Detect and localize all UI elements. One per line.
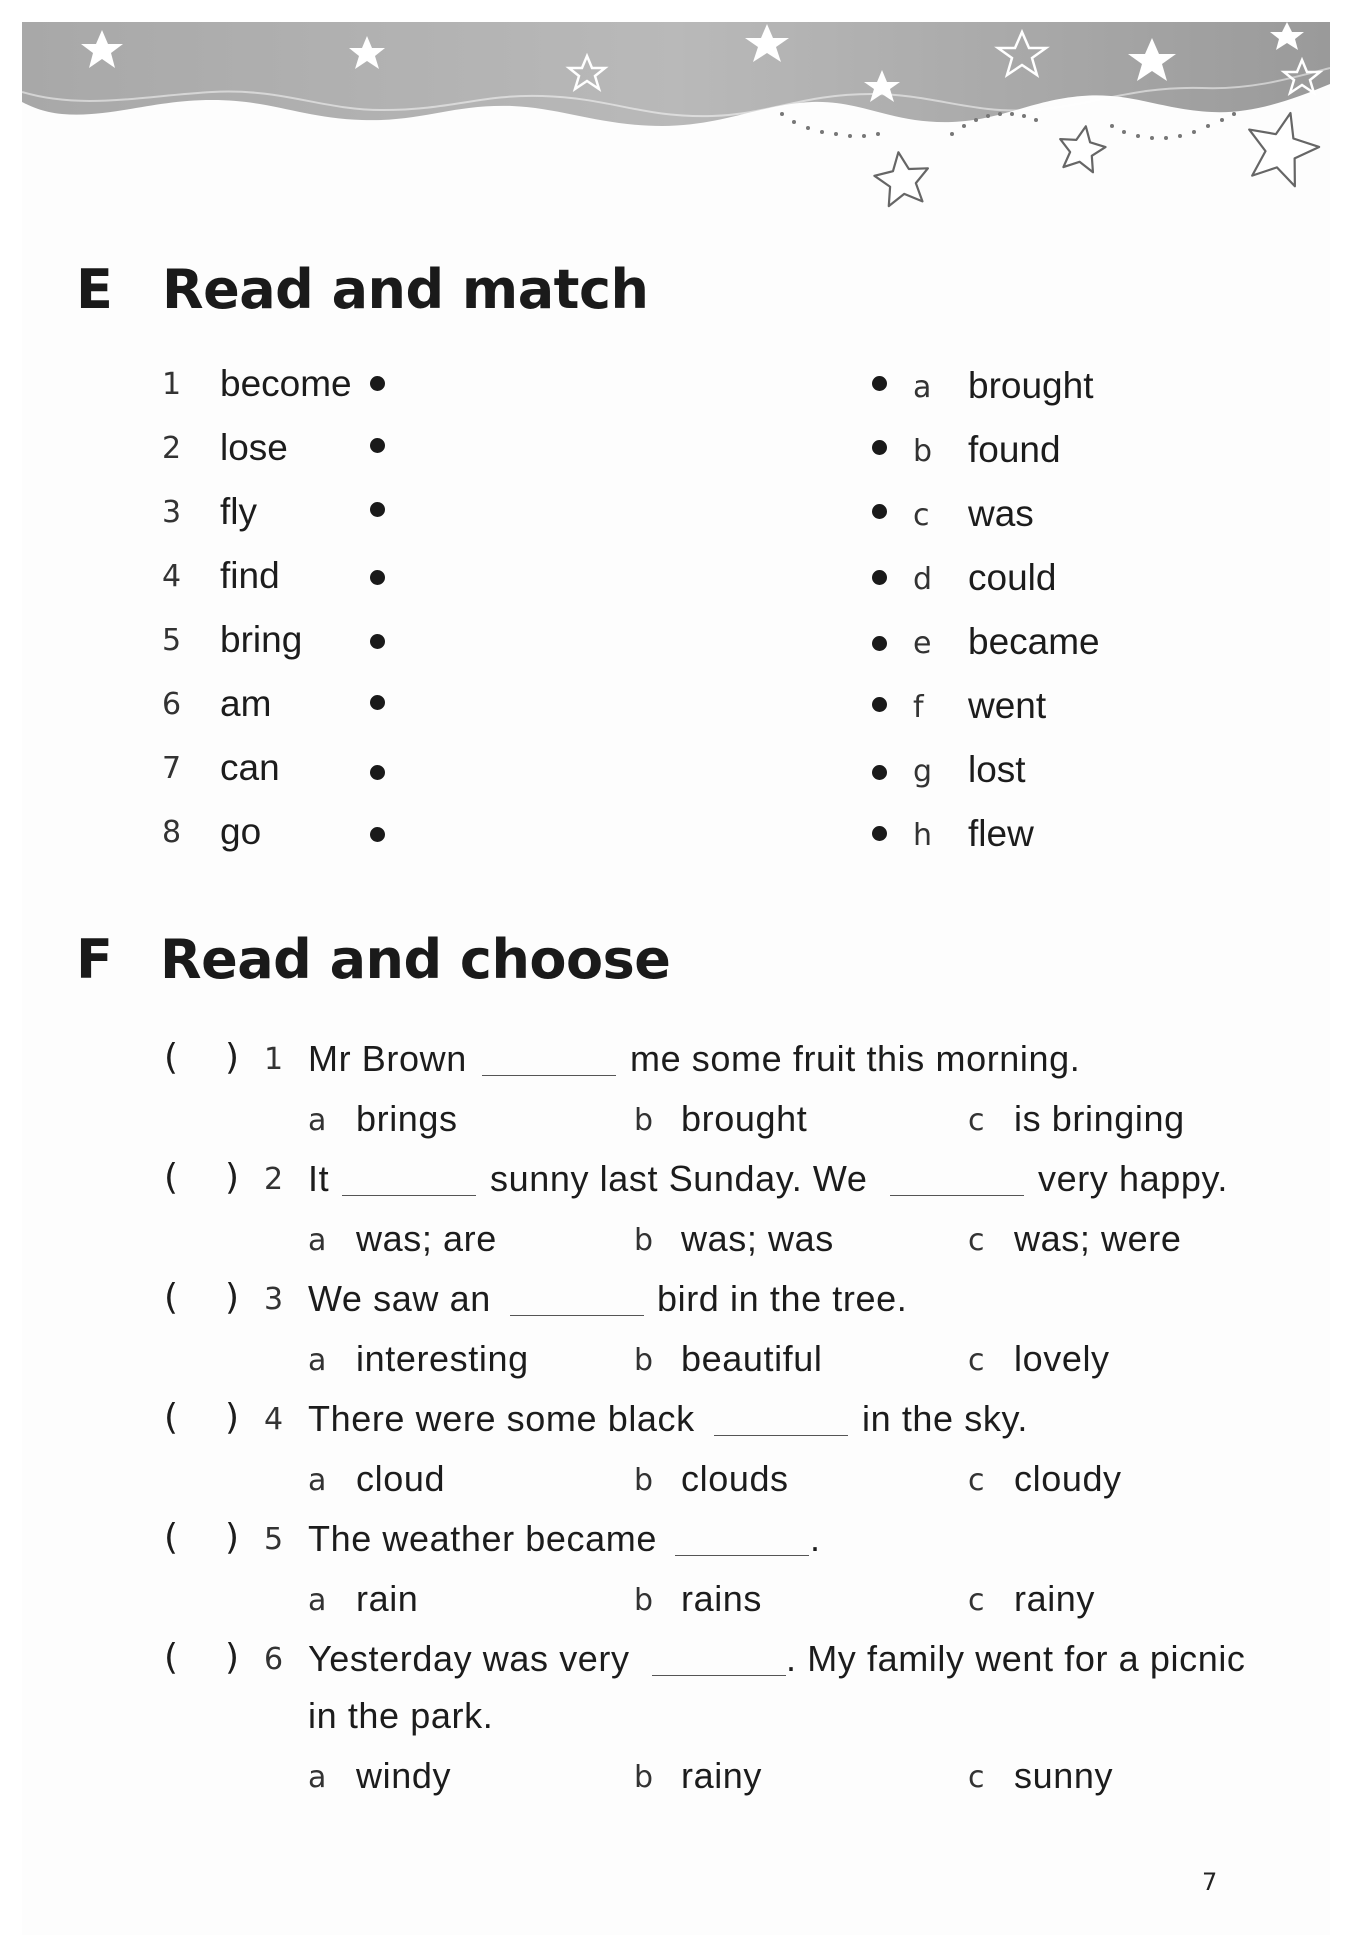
match-left-dot[interactable]: [370, 695, 385, 710]
match-left-word: bring: [220, 619, 303, 660]
answer-blank[interactable]: [652, 1675, 786, 1676]
match-right-word: flew: [968, 813, 1034, 854]
answer-paren-close[interactable]: ): [225, 1397, 240, 1438]
match-right-word: lost: [968, 749, 1026, 790]
match-right-letter: f: [913, 690, 924, 725]
option-letter: b: [634, 1343, 654, 1378]
option-text[interactable]: windy: [356, 1755, 452, 1796]
answer-paren-open[interactable]: (: [164, 1517, 179, 1558]
option-letter: c: [968, 1343, 985, 1378]
answer-paren-open[interactable]: (: [164, 1277, 179, 1318]
match-left-dot[interactable]: [370, 438, 385, 453]
option-text[interactable]: was; are: [356, 1218, 497, 1259]
match-right-letter: a: [913, 370, 932, 405]
question-text: very happy.: [1038, 1158, 1229, 1199]
option-text[interactable]: interesting: [356, 1338, 529, 1379]
answer-paren-open[interactable]: (: [164, 1397, 179, 1438]
answer-paren-open[interactable]: (: [164, 1037, 179, 1078]
option-text[interactable]: rainy: [1014, 1578, 1096, 1619]
match-right-dot[interactable]: [872, 636, 887, 651]
star-outline-icon: [872, 148, 933, 207]
section-f-title: Read and choose: [160, 928, 671, 991]
option-letter: b: [634, 1583, 654, 1618]
option-letter: c: [968, 1223, 985, 1258]
option-text[interactable]: was; was: [681, 1218, 834, 1259]
option-text[interactable]: cloud: [356, 1458, 446, 1499]
question-number: 6: [264, 1642, 284, 1677]
match-right-word: was: [968, 493, 1034, 534]
section-e-title: Read and match: [162, 258, 649, 321]
question-number: 2: [264, 1162, 284, 1197]
option-text[interactable]: is bringing: [1014, 1098, 1185, 1139]
question-text: Yesterday was very: [308, 1638, 630, 1679]
match-left-word: go: [220, 811, 262, 852]
match-left-word: find: [220, 555, 280, 596]
option-text[interactable]: brought: [681, 1098, 808, 1139]
match-right-letter: h: [913, 818, 933, 853]
match-left-number: 5: [162, 623, 182, 658]
question-text: . My family went for a picnic: [786, 1638, 1246, 1679]
option-text[interactable]: clouds: [681, 1458, 789, 1499]
option-text[interactable]: cloudy: [1014, 1458, 1122, 1499]
option-letter: b: [634, 1760, 654, 1795]
option-letter: a: [308, 1343, 327, 1378]
option-text[interactable]: sunny: [1014, 1755, 1114, 1796]
star-outline-icon: [1056, 122, 1109, 173]
answer-paren-close[interactable]: ): [225, 1517, 240, 1558]
question-text: sunny last Sunday. We: [490, 1158, 868, 1199]
option-letter: a: [308, 1583, 327, 1618]
section-e-letter: E: [76, 258, 113, 321]
option-text[interactable]: was; were: [1014, 1218, 1182, 1259]
question-text: bird in the tree.: [657, 1278, 908, 1319]
option-letter: c: [968, 1760, 985, 1795]
question-number: 5: [264, 1522, 284, 1557]
option-text[interactable]: rainy: [681, 1755, 763, 1796]
question-text-continued: in the park.: [308, 1695, 494, 1736]
option-letter: a: [308, 1463, 327, 1498]
match-right-dot[interactable]: [872, 697, 887, 712]
option-letter: c: [968, 1583, 985, 1618]
match-left-number: 4: [162, 559, 182, 594]
match-right-word: found: [968, 429, 1061, 470]
answer-blank[interactable]: [482, 1075, 616, 1076]
section-f-letter: F: [76, 928, 113, 991]
option-letter: b: [634, 1463, 654, 1498]
match-left-number: 6: [162, 687, 182, 722]
match-right-letter: c: [913, 498, 930, 533]
answer-paren-close[interactable]: ): [225, 1637, 240, 1678]
match-right-word: went: [968, 685, 1047, 726]
answer-blank[interactable]: [675, 1555, 809, 1556]
star-outline-icon: [1239, 104, 1326, 189]
match-left-word: fly: [220, 491, 257, 532]
option-letter: a: [308, 1223, 327, 1258]
answer-paren-close[interactable]: ): [225, 1037, 240, 1078]
option-letter: b: [634, 1223, 654, 1258]
match-left-dot[interactable]: [370, 827, 385, 842]
match-left-word: become: [220, 363, 352, 404]
match-right-dot[interactable]: [872, 376, 887, 391]
option-letter: c: [968, 1463, 985, 1498]
match-right-word: became: [968, 621, 1100, 662]
match-left-dot[interactable]: [370, 376, 385, 391]
match-left-number: 7: [162, 751, 182, 786]
question-text: me some fruit this morning.: [630, 1038, 1081, 1079]
answer-paren-open[interactable]: (: [164, 1637, 179, 1678]
answer-blank[interactable]: [510, 1315, 644, 1316]
option-text[interactable]: rain: [356, 1578, 419, 1619]
match-right-dot[interactable]: [872, 570, 887, 585]
answer-blank[interactable]: [890, 1195, 1024, 1196]
match-right-word: brought: [968, 365, 1094, 406]
option-letter: a: [308, 1760, 327, 1795]
answer-blank[interactable]: [342, 1195, 476, 1196]
answer-paren-close[interactable]: ): [225, 1157, 240, 1198]
question-number: 3: [264, 1282, 284, 1317]
match-left-word: lose: [220, 427, 288, 468]
option-letter: b: [634, 1103, 654, 1138]
question-text: There were some black: [308, 1398, 695, 1439]
answer-paren-open[interactable]: (: [164, 1157, 179, 1198]
option-text[interactable]: beautiful: [681, 1338, 823, 1379]
match-left-word: am: [220, 683, 272, 724]
match-right-letter: e: [913, 626, 932, 661]
answer-paren-close[interactable]: ): [225, 1277, 240, 1318]
match-left-word: can: [220, 747, 280, 788]
question-text: It: [308, 1158, 330, 1199]
match-right-dot[interactable]: [872, 826, 887, 841]
question-text: in the sky.: [862, 1398, 1028, 1439]
match-right-letter: g: [913, 754, 933, 789]
match-left-number: 2: [162, 431, 182, 466]
option-text[interactable]: lovely: [1014, 1338, 1110, 1379]
match-left-dot[interactable]: [370, 634, 385, 649]
answer-blank[interactable]: [714, 1435, 848, 1436]
question-text: The weather became: [308, 1518, 657, 1559]
match-right-word: could: [968, 557, 1057, 598]
question-number: 4: [264, 1402, 284, 1437]
question-text: .: [810, 1518, 821, 1559]
match-right-dot[interactable]: [872, 504, 887, 519]
match-left-number: 8: [162, 815, 182, 850]
match-right-dot[interactable]: [872, 765, 887, 780]
question-number: 1: [264, 1042, 284, 1077]
match-left-dot[interactable]: [370, 570, 385, 585]
match-left-dot[interactable]: [370, 765, 385, 780]
question-text: We saw an: [308, 1278, 491, 1319]
match-right-dot[interactable]: [872, 440, 887, 455]
option-text[interactable]: rains: [681, 1578, 763, 1619]
match-right-letter: b: [913, 434, 933, 469]
match-left-dot[interactable]: [370, 502, 385, 517]
option-text[interactable]: brings: [356, 1098, 458, 1139]
match-left-number: 1: [162, 367, 182, 402]
option-letter: c: [968, 1103, 985, 1138]
question-text: Mr Brown: [308, 1038, 467, 1079]
match-left-number: 3: [162, 495, 182, 530]
option-letter: a: [308, 1103, 327, 1138]
page-number: 7: [1202, 1868, 1218, 1896]
star-banner: [22, 22, 1330, 232]
match-right-letter: d: [913, 562, 933, 597]
